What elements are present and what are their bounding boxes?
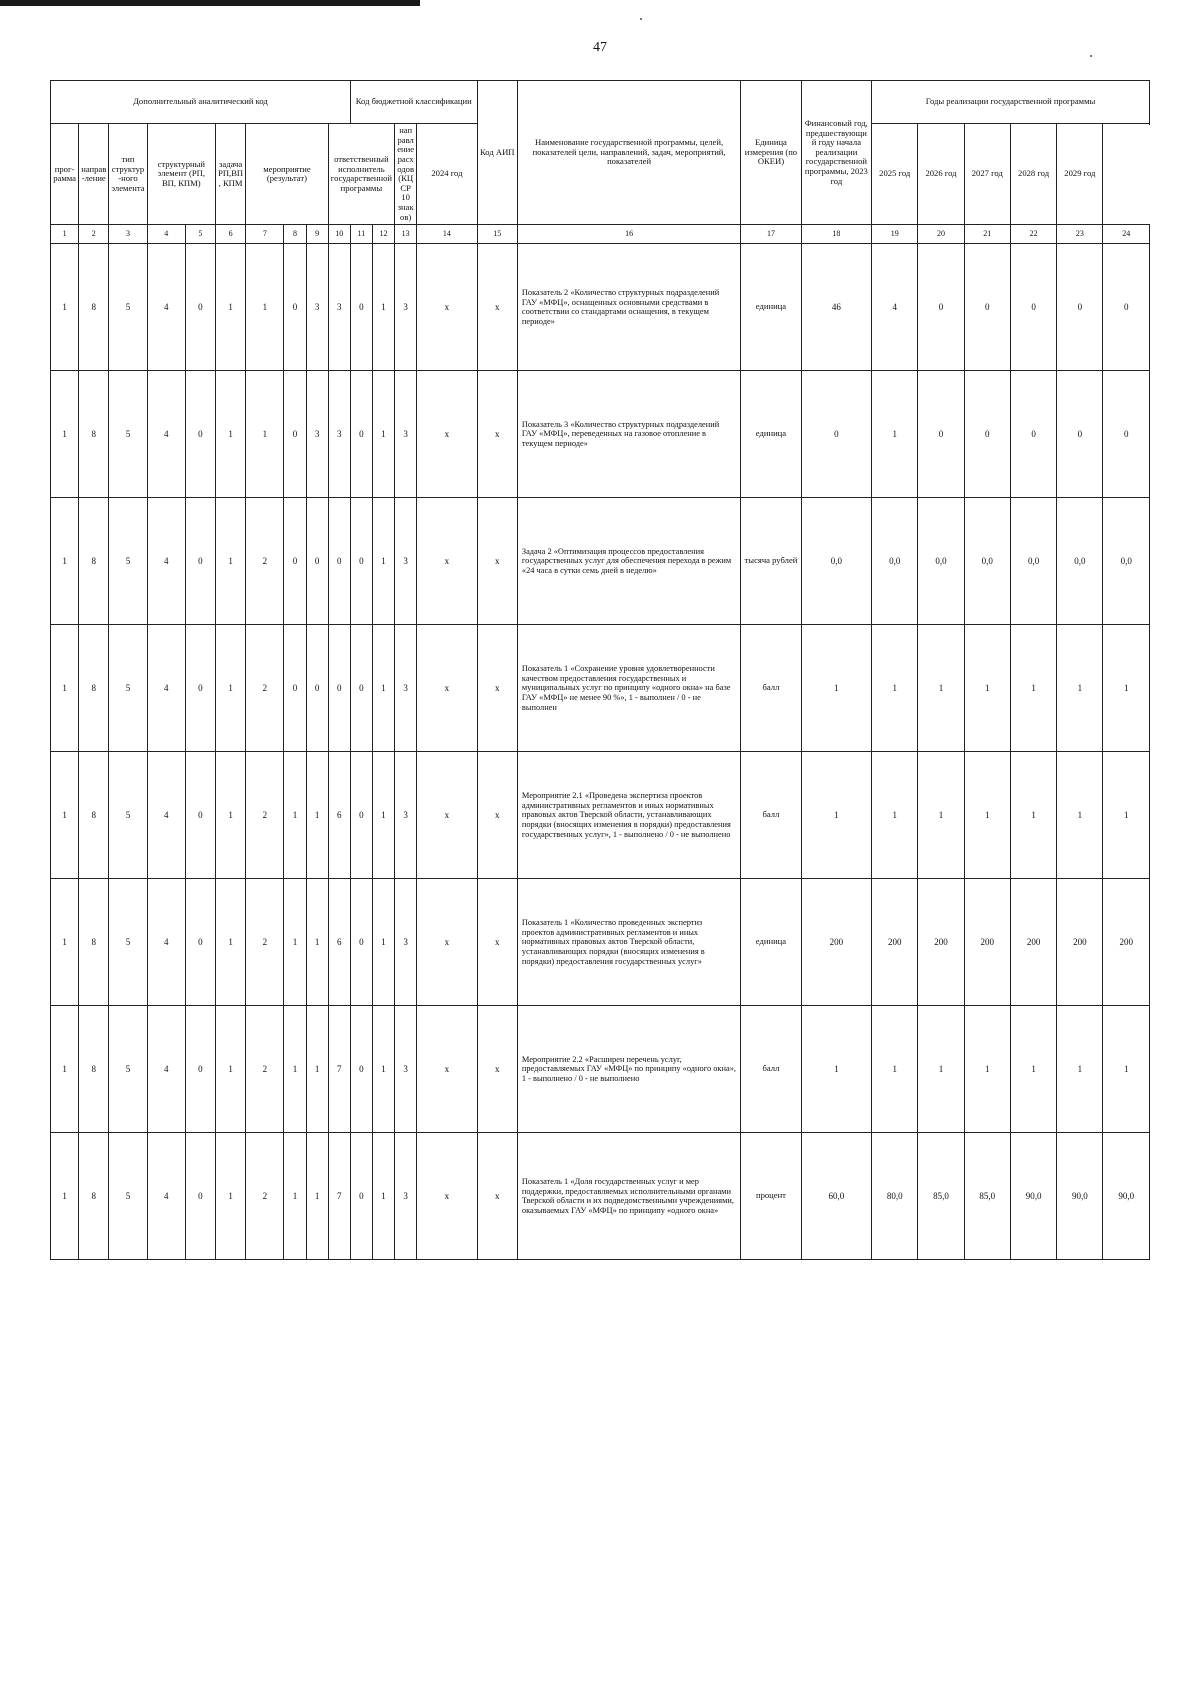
column-number: 3 bbox=[109, 225, 147, 244]
indicator-name-cell: Показатель 1 «Количество проведенных экспертиз проектов административных регламентов и иных нормативных правовых актов Тверской области, устанавливающих порядки (вносящих изменения в порядки) предоставления государственных услуг» bbox=[517, 879, 740, 1006]
struct-element-code-b: 0 bbox=[185, 879, 215, 1006]
executor-code-b: 0 bbox=[350, 879, 372, 1006]
value-2028: 1 bbox=[1057, 625, 1103, 752]
value-2027: 200 bbox=[1010, 879, 1056, 1006]
column-number: 10 bbox=[328, 225, 350, 244]
header-year-2024: 2024 год bbox=[417, 124, 477, 225]
value-2026: 200 bbox=[964, 879, 1010, 1006]
column-number: 13 bbox=[395, 225, 417, 244]
direction-code: 8 bbox=[79, 879, 109, 1006]
header-name: Наименование государственной программы, целей, показателей цели, направлений, задач, мероприятий, показателей bbox=[517, 81, 740, 225]
struct-element-code-a: 4 bbox=[147, 1133, 185, 1260]
value-2023: 0,0 bbox=[801, 498, 871, 625]
table-row bbox=[51, 625, 1150, 752]
measure-code-a: 1 bbox=[246, 371, 284, 498]
measure-code-a: 1 bbox=[246, 244, 284, 371]
value-2027: 1 bbox=[1010, 752, 1056, 879]
task-code: 1 bbox=[216, 625, 246, 752]
value-2025: 200 bbox=[918, 879, 964, 1006]
task-code: 1 bbox=[216, 1006, 246, 1133]
value-2029: 0 bbox=[1103, 244, 1150, 371]
value-2025: 0 bbox=[918, 244, 964, 371]
executor-code-a: 3 bbox=[328, 244, 350, 371]
program-code: 1 bbox=[51, 879, 79, 1006]
executor-code-b: 0 bbox=[350, 498, 372, 625]
executor-code-d: 3 bbox=[395, 1006, 417, 1133]
element-type-code: 5 bbox=[109, 879, 147, 1006]
header-years: Годы реализации государственной программы bbox=[872, 81, 1150, 124]
aip-code-cell: x bbox=[477, 371, 517, 498]
value-2027: 1 bbox=[1010, 1006, 1056, 1133]
column-number: 2 bbox=[79, 225, 109, 244]
column-number: 19 bbox=[872, 225, 918, 244]
value-2029: 90,0 bbox=[1103, 1133, 1150, 1260]
measure-code-c: 3 bbox=[306, 371, 328, 498]
indicator-name-cell: Показатель 1 «Доля государственных услуг и мер поддержки, предоставляемых исполнительными органами Тверской области и их подведомственными учреждениями, оказываемых ГАУ «МФЦ» по принципу «одного окна» bbox=[517, 1133, 740, 1260]
direction-code: 8 bbox=[79, 1006, 109, 1133]
executor-code-d: 3 bbox=[395, 244, 417, 371]
indicator-name-cell: Мероприятие 2.2 «Расширен перечень услуг, предоставляемых ГАУ «МФЦ» по принципу «одного окна», 1 - выполнено / 0 - не выполнено bbox=[517, 1006, 740, 1133]
column-number: 1 bbox=[51, 225, 79, 244]
value-2023: 1 bbox=[801, 752, 871, 879]
executor-code-b: 0 bbox=[350, 244, 372, 371]
struct-element-code-a: 4 bbox=[147, 244, 185, 371]
unit-cell: единица bbox=[741, 879, 801, 1006]
measure-code-b: 0 bbox=[284, 244, 306, 371]
table-row bbox=[51, 244, 1150, 371]
direction-code: 8 bbox=[79, 752, 109, 879]
executor-code-a: 7 bbox=[328, 1006, 350, 1133]
program-code: 1 bbox=[51, 625, 79, 752]
value-2024: 1 bbox=[872, 625, 918, 752]
header-budget-code: Код бюджетной классификации bbox=[350, 81, 477, 124]
value-2025: 1 bbox=[918, 625, 964, 752]
column-number: 15 bbox=[477, 225, 517, 244]
expense-direction-cell: x bbox=[417, 625, 477, 752]
struct-element-code-b: 0 bbox=[185, 498, 215, 625]
element-type-code: 5 bbox=[109, 625, 147, 752]
executor-code-d: 3 bbox=[395, 498, 417, 625]
executor-code-a: 6 bbox=[328, 752, 350, 879]
value-2028: 200 bbox=[1057, 879, 1103, 1006]
executor-code-c: 1 bbox=[372, 1006, 394, 1133]
executor-code-b: 0 bbox=[350, 1006, 372, 1133]
element-type-code: 5 bbox=[109, 371, 147, 498]
indicator-name-cell: Показатель 2 «Количество структурных подразделений ГАУ «МФЦ», оснащенных основными средствами в соответствии со стандартами оснащения, в текущем периоде» bbox=[517, 244, 740, 371]
executor-code-a: 0 bbox=[328, 625, 350, 752]
header-element-type: тип структур-ного элемента bbox=[109, 124, 147, 225]
unit-cell: процент bbox=[741, 1133, 801, 1260]
value-2025: 0,0 bbox=[918, 498, 964, 625]
header-year-2025: 2025 год bbox=[872, 124, 918, 225]
aip-code-cell: x bbox=[477, 879, 517, 1006]
value-2026: 0 bbox=[964, 244, 1010, 371]
value-2028: 0 bbox=[1057, 244, 1103, 371]
task-code: 1 bbox=[216, 371, 246, 498]
task-code: 1 bbox=[216, 752, 246, 879]
executor-code-c: 1 bbox=[372, 752, 394, 879]
value-2027: 90,0 bbox=[1010, 1133, 1056, 1260]
indicator-name-cell: Показатель 1 «Сохранение уровня удовлетворенности качеством предоставления государственных и муниципальных услуг по принципу «одного окна» на базе ГАУ «МФЦ» не менее 90 %», 1 - выполнен / 0 - не выполнен bbox=[517, 625, 740, 752]
value-2023: 1 bbox=[801, 625, 871, 752]
executor-code-a: 6 bbox=[328, 879, 350, 1006]
executor-code-c: 1 bbox=[372, 371, 394, 498]
task-code: 1 bbox=[216, 879, 246, 1006]
direction-code: 8 bbox=[79, 1133, 109, 1260]
header-analytic-code: Дополнительный аналитический код bbox=[51, 81, 351, 124]
measure-code-b: 0 bbox=[284, 498, 306, 625]
header-code-aip: Код АИП bbox=[477, 81, 517, 225]
measure-code-c: 1 bbox=[306, 752, 328, 879]
value-2024: 80,0 bbox=[872, 1133, 918, 1260]
table-row bbox=[51, 371, 1150, 498]
value-2025: 1 bbox=[918, 752, 964, 879]
expense-direction-cell: x bbox=[417, 879, 477, 1006]
executor-code-d: 3 bbox=[395, 879, 417, 1006]
column-number: 21 bbox=[964, 225, 1010, 244]
unit-cell: единица bbox=[741, 371, 801, 498]
measure-code-a: 2 bbox=[246, 1006, 284, 1133]
program-code: 1 bbox=[51, 498, 79, 625]
executor-code-c: 1 bbox=[372, 1133, 394, 1260]
value-2028: 90,0 bbox=[1057, 1133, 1103, 1260]
value-2028: 0 bbox=[1057, 371, 1103, 498]
value-2026: 85,0 bbox=[964, 1133, 1010, 1260]
measure-code-c: 1 bbox=[306, 1133, 328, 1260]
value-2024: 1 bbox=[872, 752, 918, 879]
struct-element-code-b: 0 bbox=[185, 1133, 215, 1260]
column-number: 14 bbox=[417, 225, 477, 244]
value-2027: 0 bbox=[1010, 244, 1056, 371]
header-task: задача РП,ВП, КПМ bbox=[216, 124, 246, 225]
column-number: 6 bbox=[216, 225, 246, 244]
column-number: 11 bbox=[350, 225, 372, 244]
direction-code: 8 bbox=[79, 244, 109, 371]
direction-code: 8 bbox=[79, 625, 109, 752]
measure-code-c: 0 bbox=[306, 625, 328, 752]
header-year-2028: 2028 год bbox=[1010, 124, 1056, 225]
aip-code-cell: x bbox=[477, 1133, 517, 1260]
unit-cell: балл bbox=[741, 1006, 801, 1133]
value-2027: 0,0 bbox=[1010, 498, 1056, 625]
expense-direction-cell: x bbox=[417, 1006, 477, 1133]
program-table-container bbox=[50, 80, 1150, 1260]
value-2026: 0,0 bbox=[964, 498, 1010, 625]
measure-code-c: 1 bbox=[306, 879, 328, 1006]
task-code: 1 bbox=[216, 498, 246, 625]
aip-code-cell: x bbox=[477, 244, 517, 371]
header-fin-year: Финансовый год, предшествующий году начала реализации государственной программы, 2023 год bbox=[801, 81, 871, 225]
executor-code-b: 0 bbox=[350, 625, 372, 752]
unit-cell: единица bbox=[741, 244, 801, 371]
value-2023: 1 bbox=[801, 1006, 871, 1133]
unit-cell: балл bbox=[741, 625, 801, 752]
header-expense: направление расходов (КЦСР 10 знаков) bbox=[395, 124, 417, 225]
measure-code-c: 3 bbox=[306, 244, 328, 371]
column-number: 7 bbox=[246, 225, 284, 244]
value-2026: 0 bbox=[964, 371, 1010, 498]
value-2028: 0,0 bbox=[1057, 498, 1103, 625]
element-type-code: 5 bbox=[109, 752, 147, 879]
aip-code-cell: x bbox=[477, 498, 517, 625]
expense-direction-cell: x bbox=[417, 498, 477, 625]
measure-code-b: 1 bbox=[284, 879, 306, 1006]
executor-code-a: 3 bbox=[328, 371, 350, 498]
executor-code-c: 1 bbox=[372, 244, 394, 371]
struct-element-code-a: 4 bbox=[147, 752, 185, 879]
element-type-code: 5 bbox=[109, 1006, 147, 1133]
value-2024: 200 bbox=[872, 879, 918, 1006]
column-number: 9 bbox=[306, 225, 328, 244]
page-number: 47 bbox=[593, 40, 607, 55]
table-body bbox=[51, 244, 1150, 1260]
value-2028: 1 bbox=[1057, 1006, 1103, 1133]
column-number: 4 bbox=[147, 225, 185, 244]
task-code: 1 bbox=[216, 1133, 246, 1260]
value-2025: 85,0 bbox=[918, 1133, 964, 1260]
column-number: 22 bbox=[1010, 225, 1056, 244]
header-unit: Единица измерения (по ОКЕИ) bbox=[741, 81, 801, 225]
header-measure: мероприятие (результат) bbox=[246, 124, 328, 225]
column-number: 16 bbox=[517, 225, 740, 244]
aip-code-cell: x bbox=[477, 625, 517, 752]
value-2024: 1 bbox=[872, 1006, 918, 1133]
program-code: 1 bbox=[51, 752, 79, 879]
measure-code-a: 2 bbox=[246, 498, 284, 625]
struct-element-code-a: 4 bbox=[147, 498, 185, 625]
header-year-2027: 2027 год bbox=[964, 124, 1010, 225]
executor-code-d: 3 bbox=[395, 625, 417, 752]
value-2024: 0,0 bbox=[872, 498, 918, 625]
column-number: 5 bbox=[185, 225, 215, 244]
value-2027: 0 bbox=[1010, 371, 1056, 498]
value-2027: 1 bbox=[1010, 625, 1056, 752]
scan-edge-mark bbox=[0, 0, 420, 6]
measure-code-a: 2 bbox=[246, 1133, 284, 1260]
value-2023: 200 bbox=[801, 879, 871, 1006]
struct-element-code-a: 4 bbox=[147, 371, 185, 498]
element-type-code: 5 bbox=[109, 498, 147, 625]
table-row bbox=[51, 879, 1150, 1006]
measure-code-b: 1 bbox=[284, 1006, 306, 1133]
value-2024: 4 bbox=[872, 244, 918, 371]
program-code: 1 bbox=[51, 1006, 79, 1133]
program-code: 1 bbox=[51, 1133, 79, 1260]
table-row bbox=[51, 1133, 1150, 1260]
measure-code-b: 0 bbox=[284, 625, 306, 752]
table-row bbox=[51, 1006, 1150, 1133]
value-2024: 1 bbox=[872, 371, 918, 498]
aip-code-cell: x bbox=[477, 1006, 517, 1133]
measure-code-a: 2 bbox=[246, 625, 284, 752]
column-number: 23 bbox=[1057, 225, 1103, 244]
executor-code-c: 1 bbox=[372, 879, 394, 1006]
value-2028: 1 bbox=[1057, 752, 1103, 879]
executor-code-d: 3 bbox=[395, 1133, 417, 1260]
value-2029: 0,0 bbox=[1103, 498, 1150, 625]
indicator-name-cell: Показатель 3 «Количество структурных подразделений ГАУ «МФЦ», переведенных на газовое отопление в текущем периоде» bbox=[517, 371, 740, 498]
direction-code: 8 bbox=[79, 498, 109, 625]
measure-code-b: 1 bbox=[284, 1133, 306, 1260]
measure-code-c: 1 bbox=[306, 1006, 328, 1133]
expense-direction-cell: x bbox=[417, 752, 477, 879]
unit-cell: балл bbox=[741, 752, 801, 879]
measure-code-b: 1 bbox=[284, 752, 306, 879]
executor-code-c: 1 bbox=[372, 625, 394, 752]
executor-code-d: 3 bbox=[395, 752, 417, 879]
column-number: 20 bbox=[918, 225, 964, 244]
executor-code-b: 0 bbox=[350, 752, 372, 879]
value-2023: 46 bbox=[801, 244, 871, 371]
column-number: 8 bbox=[284, 225, 306, 244]
struct-element-code-b: 0 bbox=[185, 1006, 215, 1133]
struct-element-code-b: 0 bbox=[185, 371, 215, 498]
measure-code-a: 2 bbox=[246, 752, 284, 879]
expense-direction-cell: x bbox=[417, 1133, 477, 1260]
value-2029: 0 bbox=[1103, 371, 1150, 498]
indicator-name-cell: Задача 2 «Оптимизация процессов предоставления государственных услуг для обеспечения перехода в режим «24 часа в сутки семь дней в неделю» bbox=[517, 498, 740, 625]
expense-direction-cell: x bbox=[417, 244, 477, 371]
value-2029: 1 bbox=[1103, 752, 1150, 879]
value-2026: 1 bbox=[964, 625, 1010, 752]
executor-code-d: 3 bbox=[395, 371, 417, 498]
executor-code-b: 0 bbox=[350, 371, 372, 498]
table-row bbox=[51, 752, 1150, 879]
executor-code-a: 7 bbox=[328, 1133, 350, 1260]
program-table bbox=[50, 80, 1150, 1260]
task-code: 1 bbox=[216, 244, 246, 371]
value-2026: 1 bbox=[964, 1006, 1010, 1133]
header-year-2029: 2029 год bbox=[1057, 124, 1103, 225]
scan-dot bbox=[640, 18, 642, 20]
executor-code-b: 0 bbox=[350, 1133, 372, 1260]
column-number: 12 bbox=[372, 225, 394, 244]
program-code: 1 bbox=[51, 371, 79, 498]
column-number: 17 bbox=[741, 225, 801, 244]
header-executor: ответственный исполнитель государственной программы bbox=[328, 124, 394, 225]
program-code: 1 bbox=[51, 244, 79, 371]
struct-element-code-a: 4 bbox=[147, 1006, 185, 1133]
value-2025: 0 bbox=[918, 371, 964, 498]
column-number: 18 bbox=[801, 225, 871, 244]
struct-element-code-a: 4 bbox=[147, 625, 185, 752]
header-year-2026: 2026 год bbox=[918, 124, 964, 225]
unit-cell: тысяча рублей bbox=[741, 498, 801, 625]
executor-code-c: 1 bbox=[372, 498, 394, 625]
value-2029: 1 bbox=[1103, 625, 1150, 752]
value-2023: 60,0 bbox=[801, 1133, 871, 1260]
expense-direction-cell: x bbox=[417, 371, 477, 498]
measure-code-c: 0 bbox=[306, 498, 328, 625]
element-type-code: 5 bbox=[109, 1133, 147, 1260]
struct-element-code-b: 0 bbox=[185, 625, 215, 752]
executor-code-a: 0 bbox=[328, 498, 350, 625]
struct-element-code-a: 4 bbox=[147, 879, 185, 1006]
table-row bbox=[51, 498, 1150, 625]
header-program: прог-рамма bbox=[51, 124, 79, 225]
struct-element-code-b: 0 bbox=[185, 244, 215, 371]
element-type-code: 5 bbox=[109, 244, 147, 371]
header-direction: направ-ление bbox=[79, 124, 109, 225]
value-2029: 200 bbox=[1103, 879, 1150, 1006]
value-2023: 0 bbox=[801, 371, 871, 498]
measure-code-a: 2 bbox=[246, 879, 284, 1006]
header-struct-element: структурный элемент (РП, ВП, КПМ) bbox=[147, 124, 215, 225]
struct-element-code-b: 0 bbox=[185, 752, 215, 879]
column-number-row bbox=[51, 225, 1150, 244]
column-number: 24 bbox=[1103, 225, 1150, 244]
direction-code: 8 bbox=[79, 371, 109, 498]
value-2025: 1 bbox=[918, 1006, 964, 1133]
indicator-name-cell: Мероприятие 2.1 «Проведена экспертиза проектов административных регламентов и иных нормативных правовых актов Тверской области, устанавливающих порядки (вносящих изменения в порядки) предоставления государственных услуг», 1 - выполнено / 0 - не выполнено bbox=[517, 752, 740, 879]
value-2029: 1 bbox=[1103, 1006, 1150, 1133]
value-2026: 1 bbox=[964, 752, 1010, 879]
aip-code-cell: x bbox=[477, 752, 517, 879]
measure-code-b: 0 bbox=[284, 371, 306, 498]
